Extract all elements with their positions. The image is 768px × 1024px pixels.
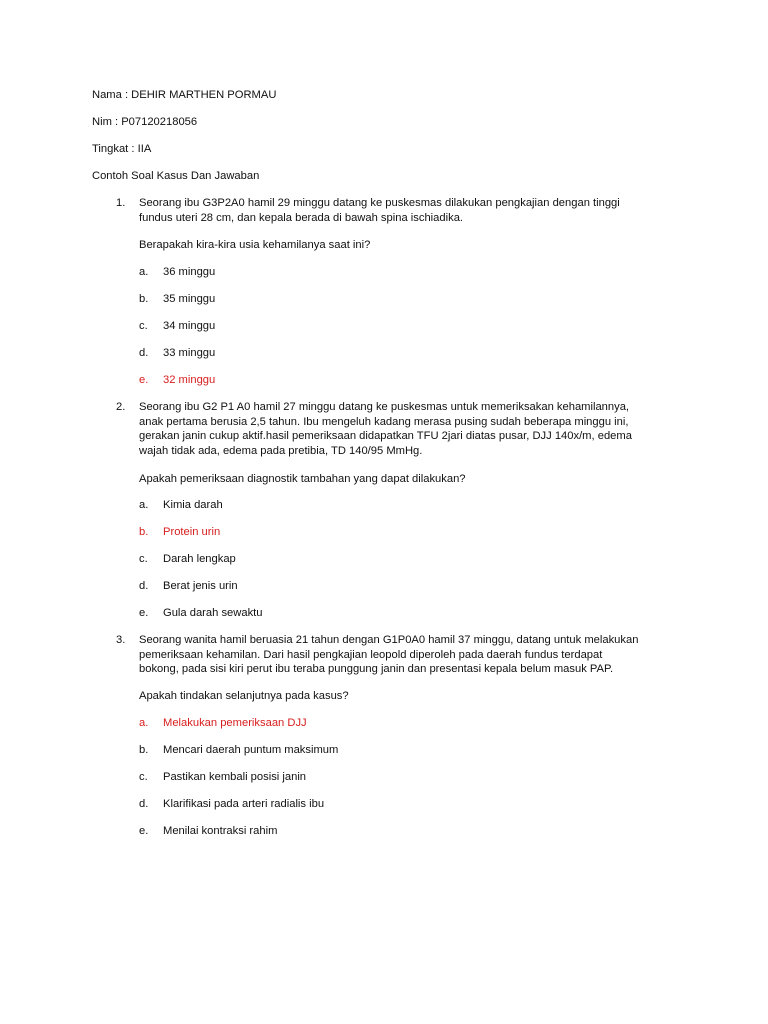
option-text: Darah lengkap	[163, 553, 236, 565]
question-line: gerakan janin cukup aktif.hasil pemeriksaan didapatkan TFU 2jari diatas pusar, DJJ 140x/m, edema	[139, 430, 632, 443]
option-text: 33 minggu	[163, 347, 216, 359]
option-text: 36 minggu	[163, 266, 216, 278]
question-line: Seorang ibu G3P2A0 hamil 29 minggu datang ke puskesmas dilakukan pengkajian dengan tinggi	[139, 197, 620, 209]
option-letter: e.	[139, 374, 149, 386]
question-line: Seorang wanita hamil beruasia 21 tahun dengan G1P0A0 hamil 37 minggu, datang untuk melakukan	[139, 634, 639, 646]
option-letter: a.	[139, 717, 149, 729]
option-letter: d.	[139, 580, 149, 592]
option-letter: d.	[139, 798, 149, 810]
question-text	[139, 400, 679, 458]
question-line: wajah tidak ada, edema pada pretibia, TD 140/95 MmHg.	[139, 444, 423, 457]
question-prompt: Berapakah kira-kira usia kehamilanya saat ini?	[139, 239, 371, 251]
question-number: 1.	[116, 197, 126, 209]
option-letter: b.	[139, 744, 149, 756]
question-text	[139, 633, 679, 677]
student-name: Nama : DEHIR MARTHEN PORMAU	[92, 89, 277, 101]
question-line: fundus uteri 28 cm, dan kepala berada di bawah spina ischiadika.	[139, 211, 464, 224]
option-text: Protein urin	[163, 526, 221, 538]
option-letter: c.	[139, 553, 148, 565]
option-letter: b.	[139, 526, 149, 538]
question-line: anak pertama berusia 2,5 tahun. Ibu mengeluh kadang merasa pusing sudah beberapa minggu ini,	[139, 415, 629, 428]
option-letter: d.	[139, 347, 149, 359]
student-level: Tingkat : IIA	[92, 143, 152, 155]
question-line: bokong, pada sisi kiri perut ibu teraba punggung janin dan presentasi kepala belum masuk PAP.	[139, 663, 614, 676]
option-text: Klarifikasi pada arteri radialis ibu	[163, 798, 325, 810]
option-text: Berat jenis urin	[163, 580, 238, 592]
option-letter: e.	[139, 607, 149, 619]
option-text: Melakukan pemeriksaan DJJ	[163, 717, 307, 729]
option-text: Pastikan kembali posisi janin	[163, 771, 307, 783]
question-prompt: Apakah pemeriksaan diagnostik tambahan yang dapat dilakukan?	[139, 473, 466, 485]
option-letter: c.	[139, 771, 148, 783]
option-text: 35 minggu	[163, 293, 216, 305]
option-text: 32 minggu	[163, 374, 216, 386]
question-text	[139, 196, 679, 225]
option-letter: a.	[139, 266, 149, 278]
question-line: pemeriksaan kehamilan. Dari hasil pengkajian leopold diperoleh pada daerah fundus terdapat	[139, 648, 603, 661]
option-letter: a.	[139, 499, 149, 511]
option-letter: b.	[139, 293, 149, 305]
question-line: Seorang ibu G2 P1 A0 hamil 27 minggu datang ke puskesmas untuk memeriksakan kehamilannya,	[139, 401, 630, 413]
student-nim: Nim : P07120218056	[92, 116, 198, 128]
document-title: Contoh Soal Kasus Dan Jawaban	[92, 170, 260, 182]
option-text: Menilai kontraksi rahim	[163, 825, 278, 837]
option-text: 34 minggu	[163, 320, 216, 332]
option-text: Mencari daerah puntum maksimum	[163, 744, 339, 756]
question-number: 2.	[116, 401, 126, 413]
option-letter: c.	[139, 320, 148, 332]
option-text: Gula darah sewaktu	[163, 607, 263, 619]
option-text: Kimia darah	[163, 499, 223, 511]
option-letter: e.	[139, 825, 149, 837]
question-number: 3.	[116, 634, 126, 646]
question-prompt: Apakah tindakan selanjutnya pada kasus?	[139, 690, 349, 702]
